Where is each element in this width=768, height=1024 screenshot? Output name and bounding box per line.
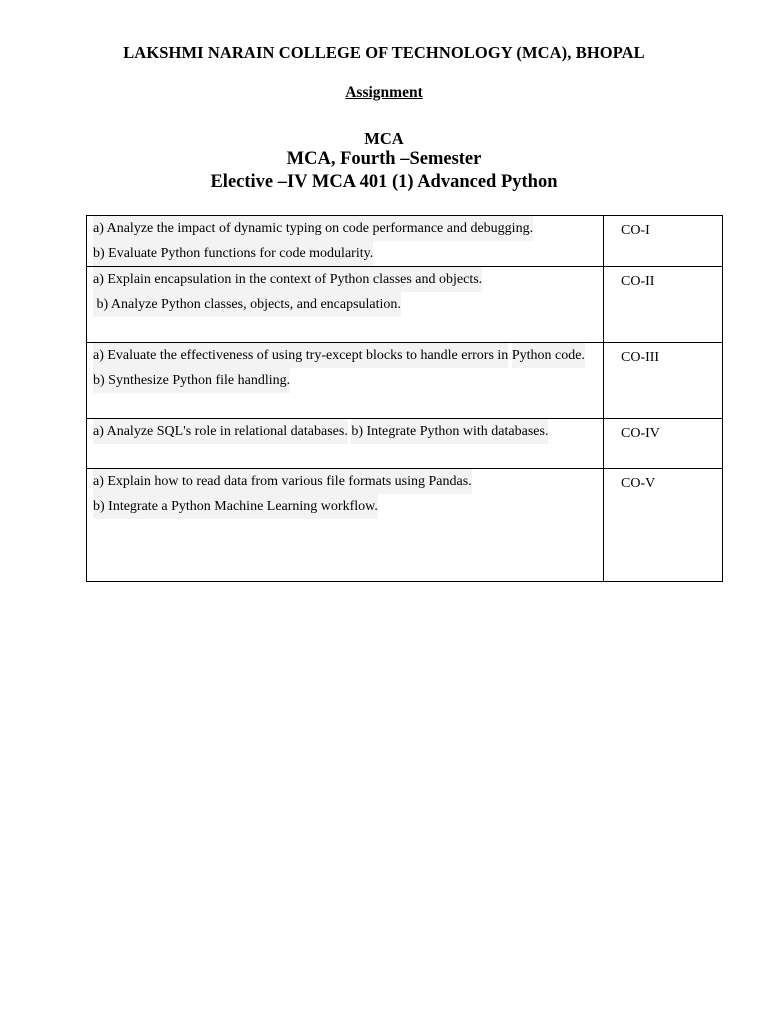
co-label: CO-III (621, 350, 660, 365)
co-cell (604, 216, 723, 267)
question-line: b) Evaluate Python functions for code modularity. (93, 241, 373, 266)
co-cell (604, 469, 723, 582)
question-line: b) Analyze Python classes, objects, and encapsulation. (93, 292, 401, 317)
table-row (87, 419, 723, 469)
table-row (87, 267, 723, 343)
question-line: b) Integrate Python with databases. (351, 419, 548, 444)
table-row (87, 469, 723, 582)
co-cell (604, 267, 723, 343)
question-cell (87, 343, 604, 419)
question-line: b) Integrate a Python Machine Learning workflow. (93, 494, 378, 519)
question-line: a) Analyze SQL's role in relational databases. (93, 419, 348, 444)
co-label: CO-IV (621, 426, 660, 441)
co-cell (604, 419, 723, 469)
question-cell (87, 419, 604, 469)
question-line: a) Analyze the impact of dynamic typing on code performance and debugging. (93, 216, 533, 241)
question-cell (87, 469, 604, 582)
table-row (87, 343, 723, 419)
co-label: CO-I (621, 223, 650, 238)
question-cell (87, 216, 604, 267)
co-cell (604, 343, 723, 419)
program-title: MCA (364, 129, 404, 148)
table-row (87, 216, 723, 267)
question-line: a) Explain encapsulation in the context of Python classes and objects. (93, 267, 482, 292)
co-label: CO-II (621, 274, 655, 289)
semester-title: MCA, Fourth –Semester (286, 149, 482, 169)
assignment-heading: Assignment (345, 84, 423, 101)
question-line: b) Synthesize Python file handling. (93, 368, 290, 393)
college-name: LAKSHMI NARAIN COLLEGE OF TECHNOLOGY (MCA), BHOPAL (123, 43, 645, 62)
elective-title: Elective –IV MCA 401 (1) Advanced Python (210, 172, 558, 192)
assignment-table (86, 215, 723, 582)
co-label: CO-V (621, 476, 656, 491)
question-line: Python code. (512, 343, 585, 368)
question-line: a) Explain how to read data from various file formats using Pandas. (93, 469, 472, 494)
question-line: a) Evaluate the effectiveness of using try-except blocks to handle errors in (93, 343, 508, 368)
question-cell (87, 267, 604, 343)
